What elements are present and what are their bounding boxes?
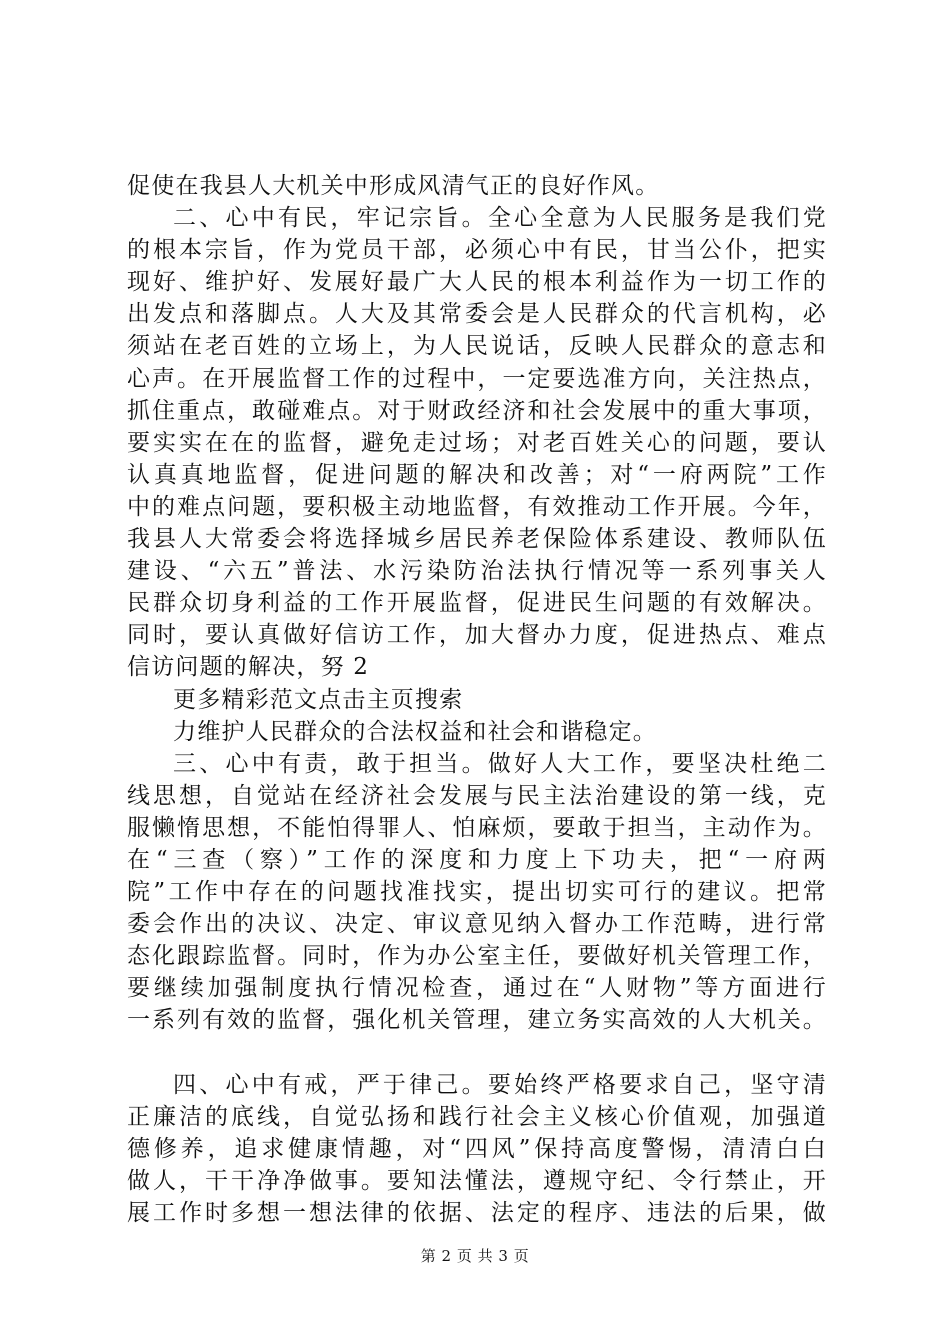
page-footer: 第 2 页 共 3 页	[420, 1247, 530, 1265]
text-line: 抓住重点，敢碰难点。对于财政经济和社会发展中的重大事项，	[127, 397, 827, 424]
text-line: 信访问题的解决，努 2	[127, 654, 370, 681]
text-line: 的根本宗旨，作为党员干部，必须心中有民，甘当公仆，把实	[127, 237, 827, 264]
document-body	[127, 170, 827, 1229]
text-line: 委会作出的决议、决定、审议意见纳入督办工作范畴，进行常	[127, 911, 827, 938]
text-line: 线思想，自觉站在经济社会发展与民主法治建设的第一线，克	[127, 782, 827, 809]
text-line: 二、心中有民，牢记宗旨。全心全意为人民服务是我们党	[173, 205, 827, 232]
text-line: 服懒惰思想，不能怕得罪人、怕麻烦，要敢于担当，主动作为。	[127, 814, 827, 841]
text-line: 认真真地监督，促进问题的解决和改善；对“一府两院”工作	[127, 461, 827, 488]
text-line: 做人，干干净净做事。要知法懂法，遵规守纪、令行禁止，开	[127, 1167, 827, 1194]
text-line: 同时，要认真做好信访工作，加大督办力度，促进热点、难点	[127, 622, 827, 649]
text-line: 心声。在开展监督工作的过程中，一定要选准方向，关注热点，	[127, 365, 827, 392]
text-line: 建设、“六五”普法、水污染防治法执行情况等一系列事关人	[127, 558, 827, 585]
text-line: 力维护人民群众的合法权益和社会和谐稳定。	[173, 718, 657, 745]
text-line: 出发点和落脚点。人大及其常委会是人民群众的代言机构，必	[127, 301, 827, 328]
text-line: 正廉洁的底线，自觉弘扬和践行社会主义核心价值观，加强道	[127, 1103, 827, 1130]
text-line: 更多精彩范文点击主页搜索	[173, 686, 464, 713]
text-line: 院”工作中存在的问题找准找实，提出切实可行的建议。把常	[127, 879, 827, 906]
text-line: 要继续加强制度执行情况检查，通过在“人财物”等方面进行	[127, 975, 827, 1002]
text-line: 民群众切身利益的工作开展监督，促进民生问题的有效解决。	[127, 590, 827, 617]
text-line: 态化跟踪监督。同时，作为办公室主任，要做好机关管理工作，	[127, 943, 827, 970]
text-line: 一系列有效的监督，强化机关管理，建立务实高效的人大机关。	[127, 1007, 827, 1034]
text-line: 须站在老百姓的立场上，为人民说话，反映人民群众的意志和	[127, 333, 827, 360]
text-line: 促使在我县人大机关中形成风清气正的良好作风。	[127, 173, 660, 199]
text-line: 四、心中有戒，严于律己。要始终严格要求自己，坚守清	[173, 1071, 827, 1098]
text-line: 三、心中有责，敢于担当。做好人大工作，要坚决杜绝二	[173, 750, 827, 777]
text-line: 德修养，追求健康情趣，对“四风”保持高度警惕，清清白白	[127, 1135, 827, 1162]
text-line: 我县人大常委会将选择城乡居民养老保险体系建设、教师队伍	[127, 526, 827, 553]
text-line: 展工作时多想一想法律的依据、法定的程序、违法的后果，做	[127, 1200, 827, 1226]
text-line: 要实实在在的监督，避免走过场；对老百姓关心的问题，要认	[127, 429, 827, 456]
text-line: 中的难点问题，要积极主动地监督，有效推动工作开展。今年，	[127, 493, 827, 520]
blank-line	[127, 1037, 827, 1069]
text-line: 现好、维护好、发展好最广大人民的根本利益作为一切工作的	[127, 269, 827, 296]
text-line: 在“三查（察）”工作的深度和力度上下功夫，把“一府两	[127, 846, 827, 873]
